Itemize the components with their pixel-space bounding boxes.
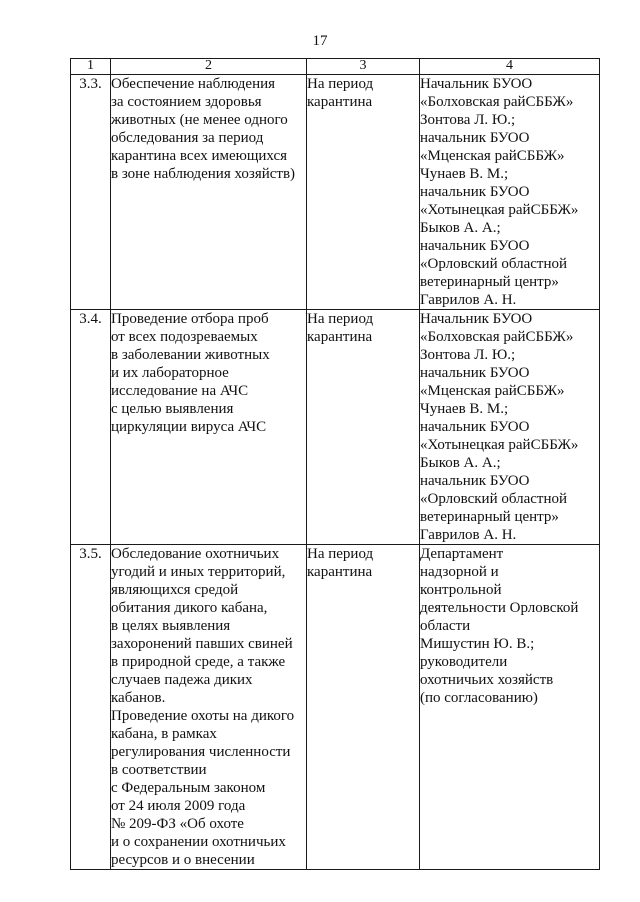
- cell-line: в зоне наблюдения хозяйств): [111, 166, 296, 182]
- row-number: 3.4.: [71, 310, 111, 545]
- cell-line: Зонтова Л. Ю.;: [420, 112, 516, 128]
- cell-line: (по согласованию): [420, 690, 538, 706]
- cell-line: обследования за период: [111, 130, 264, 146]
- responsible-cell: [420, 310, 600, 545]
- cell-line: в целях выявления: [111, 618, 231, 634]
- cell-line: начальник БУОО: [420, 184, 530, 200]
- cell-line: ресурсов и о внесении: [111, 852, 255, 868]
- cell-line: от всех подозреваемых: [111, 329, 258, 345]
- cell-line: Начальник БУОО: [420, 76, 533, 92]
- cell-line: На период: [307, 311, 374, 327]
- cell-line: от 24 июля 2009 года: [111, 798, 246, 814]
- cell-line: «Мценская райСББЖ»: [420, 383, 565, 399]
- cell-line: «Хотынецкая райСББЖ»: [420, 202, 579, 218]
- cell-line: контрольной: [420, 582, 502, 598]
- cell-line: в природной среде, а также: [111, 654, 286, 670]
- cell-line: и о сохранении охотничьих: [111, 834, 286, 850]
- cell-line: карантина: [307, 329, 373, 345]
- cell-line: с Федеральным законом: [111, 780, 266, 796]
- cell-line: «Орловский областной: [420, 256, 568, 272]
- cell-line: случаев падежа диких: [111, 672, 253, 688]
- cell-line: № 209-ФЗ «Об охоте: [111, 816, 244, 832]
- cell-line: обитания дикого кабана,: [111, 600, 268, 616]
- cell-line: «Болховская райСББЖ»: [420, 329, 574, 345]
- table-row: [71, 545, 600, 870]
- cell-line: руководители: [420, 654, 508, 670]
- cell-line: Быков А. А.;: [420, 455, 501, 471]
- cell-line: Чунаев В. М.;: [420, 166, 509, 182]
- cell-line: регулирования численности: [111, 744, 291, 760]
- cell-line: «Орловский областной: [420, 491, 568, 507]
- cell-line: «Хотынецкая райСББЖ»: [420, 437, 579, 453]
- cell-line: Обследование охотничьих: [111, 546, 280, 562]
- cell-line: Обеспечение наблюдения: [111, 76, 276, 92]
- responsible-cell: [420, 75, 600, 310]
- cell-line: в соответствии: [111, 762, 207, 778]
- cell-line: Начальник БУОО: [420, 311, 533, 327]
- cell-line: с целью выявления: [111, 401, 234, 417]
- cell-line: Проведение охоты на дикого: [111, 708, 295, 724]
- cell-line: Чунаев В. М.;: [420, 401, 509, 417]
- cell-line: Гаврилов А. Н.: [420, 292, 517, 308]
- cell-line: На период: [307, 76, 374, 92]
- column-header-3: 3: [307, 59, 420, 75]
- action-cell: [111, 310, 307, 545]
- cell-line: охотничьих хозяйств: [420, 672, 554, 688]
- cell-line: Проведение отбора проб: [111, 311, 269, 327]
- cell-line: Гаврилов А. Н.: [420, 527, 517, 543]
- cell-line: захоронений павших свиней: [111, 636, 293, 652]
- cell-line: На период: [307, 546, 374, 562]
- table-header-row: [71, 59, 600, 75]
- cell-line: и их лабораторное: [111, 365, 229, 381]
- period-cell: [307, 310, 420, 545]
- cell-line: за состоянием здоровья: [111, 94, 262, 110]
- cell-line: Зонтова Л. Ю.;: [420, 347, 516, 363]
- cell-line: деятельности Орловской: [420, 600, 579, 616]
- cell-line: являющихся средой: [111, 582, 239, 598]
- cell-line: исследование на АЧС: [111, 383, 249, 399]
- row-number: 3.3.: [71, 75, 111, 310]
- column-header-2: 2: [111, 59, 307, 75]
- cell-line: животных (не менее одного: [111, 112, 288, 128]
- cell-line: начальник БУОО: [420, 473, 530, 489]
- measures-table: [70, 58, 600, 870]
- cell-line: надзорной и: [420, 564, 499, 580]
- cell-line: кабана, в рамках: [111, 726, 217, 742]
- cell-line: Департамент: [420, 546, 504, 562]
- period-cell: [307, 75, 420, 310]
- table-row: [71, 75, 600, 310]
- cell-line: Мишустин Ю. В.;: [420, 636, 535, 652]
- cell-line: угодий и иных территорий,: [111, 564, 286, 580]
- cell-line: кабанов.: [111, 690, 166, 706]
- row-number: 3.5.: [71, 545, 111, 870]
- cell-line: начальник БУОО: [420, 365, 530, 381]
- cell-line: ветеринарный центр»: [420, 509, 559, 525]
- table-row: [71, 310, 600, 545]
- cell-line: циркуляции вируса АЧС: [111, 419, 267, 435]
- period-cell: [307, 545, 420, 870]
- column-header-1: 1: [71, 59, 111, 75]
- cell-line: в заболевании животных: [111, 347, 270, 363]
- cell-line: Быков А. А.;: [420, 220, 501, 236]
- action-cell: [111, 545, 307, 870]
- column-header-4: 4: [420, 59, 600, 75]
- cell-line: карантина: [307, 564, 373, 580]
- cell-line: начальник БУОО: [420, 130, 530, 146]
- cell-line: начальник БУОО: [420, 238, 530, 254]
- cell-line: начальник БУОО: [420, 419, 530, 435]
- action-cell: [111, 75, 307, 310]
- cell-line: карантина всех имеющихся: [111, 148, 288, 164]
- cell-line: «Мценская райСББЖ»: [420, 148, 565, 164]
- cell-line: карантина: [307, 94, 373, 110]
- cell-line: ветеринарный центр»: [420, 274, 559, 290]
- page-number: 17: [312, 33, 328, 49]
- cell-line: «Болховская райСББЖ»: [420, 94, 574, 110]
- responsible-cell: [420, 545, 600, 870]
- cell-line: области: [420, 618, 471, 634]
